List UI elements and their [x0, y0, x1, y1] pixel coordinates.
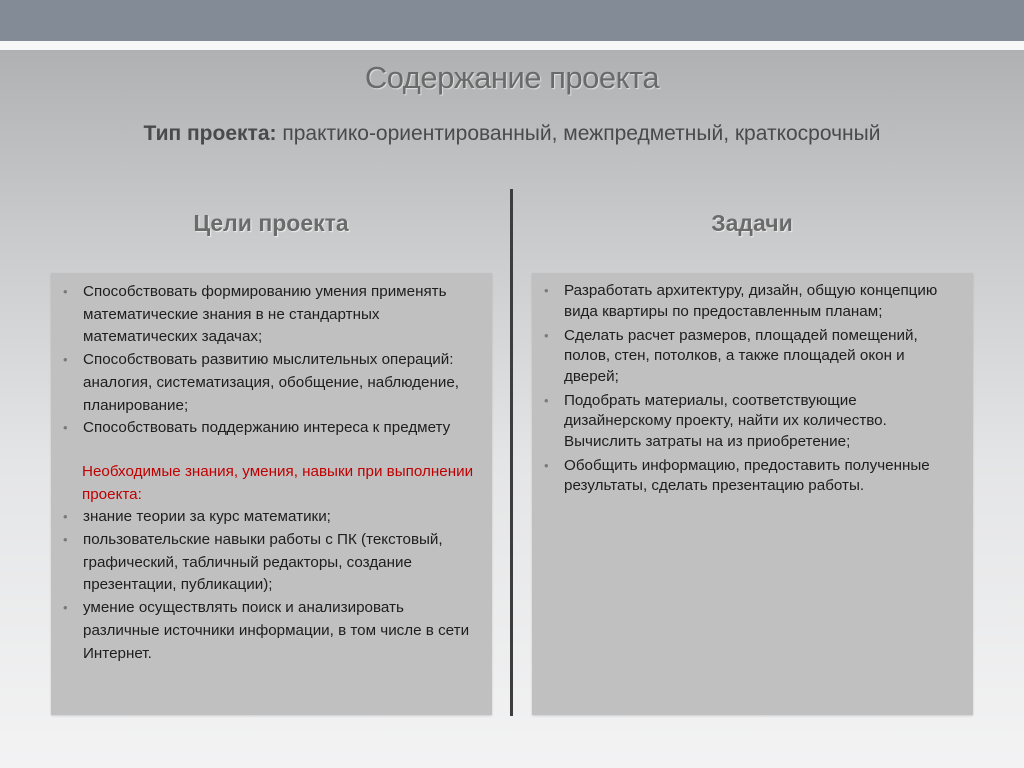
- bullet-icon: •: [63, 509, 68, 525]
- tasks-list: [544, 281, 963, 497]
- requirements-heading: Необходимые знания, умения, навыки при выполнении проекта:: [82, 462, 474, 503]
- bullet-icon: •: [63, 284, 68, 299]
- goals-heading: Цели проекта: [193, 210, 349, 236]
- goal-item: • Способствовать развитию мыслительных операций: аналогия, систематизация, обобщение, наблюдение, планирование;: [63, 351, 460, 414]
- bullet-icon: •: [63, 420, 68, 436]
- project-type-line: [0, 122, 1024, 146]
- bullet-icon: •: [544, 283, 549, 298]
- column-divider: [510, 189, 513, 716]
- bullet-icon: •: [544, 327, 549, 343]
- slide-title: Содержание проекта: [364, 60, 660, 95]
- bullet-icon: •: [544, 457, 549, 473]
- bullet-icon: •: [63, 532, 68, 548]
- task-item: • Обобщить информацию, предоставить полученные результаты, сделать презентацию работы.: [544, 456, 930, 494]
- top-band: [0, 0, 1024, 41]
- task-item: • Подобрать материалы, соответствующие дизайнерскому проекту, найти их количество. Вычислить затраты на из приобретение;: [544, 391, 887, 450]
- bullet-icon: •: [63, 600, 68, 616]
- goal-item: • Способствовать формированию умения применять математические знания в не стандартных математических задачах;: [63, 283, 447, 346]
- bullet-icon: •: [544, 392, 549, 408]
- project-type-value: практико-ориентированный, межпредметный, краткосрочный: [276, 122, 881, 145]
- requirement-item: • пользовательские навыки работы с ПК (текстовый, графический, табличный редакторы, создание презентации, публикации);: [63, 531, 443, 594]
- tasks-box: [532, 273, 973, 715]
- task-item: • Разработать архитектуру, дизайн, общую концепцию вида квартиры по предоставленным планам;: [544, 282, 938, 320]
- task-item: • Сделать расчет размеров, площадей помещений, полов, стен, потолков, а также площадей окон и дверей;: [544, 326, 918, 385]
- requirement-item: • умение осуществлять поиск и анализировать различные источники информации, в том числе в сети Интернет.: [63, 599, 470, 662]
- bullet-icon: •: [63, 352, 68, 368]
- goals-box: [51, 273, 492, 715]
- tasks-heading: Задачи: [711, 210, 793, 236]
- top-stripe: [0, 41, 1024, 50]
- requirement-item: • знание теории за курс математики;: [63, 506, 482, 529]
- goals-list: [63, 281, 482, 440]
- requirements-list: [63, 506, 482, 665]
- goal-item: • Способствовать поддержанию интереса к предмету: [63, 417, 482, 440]
- project-type-label: Тип проекта:: [143, 122, 277, 145]
